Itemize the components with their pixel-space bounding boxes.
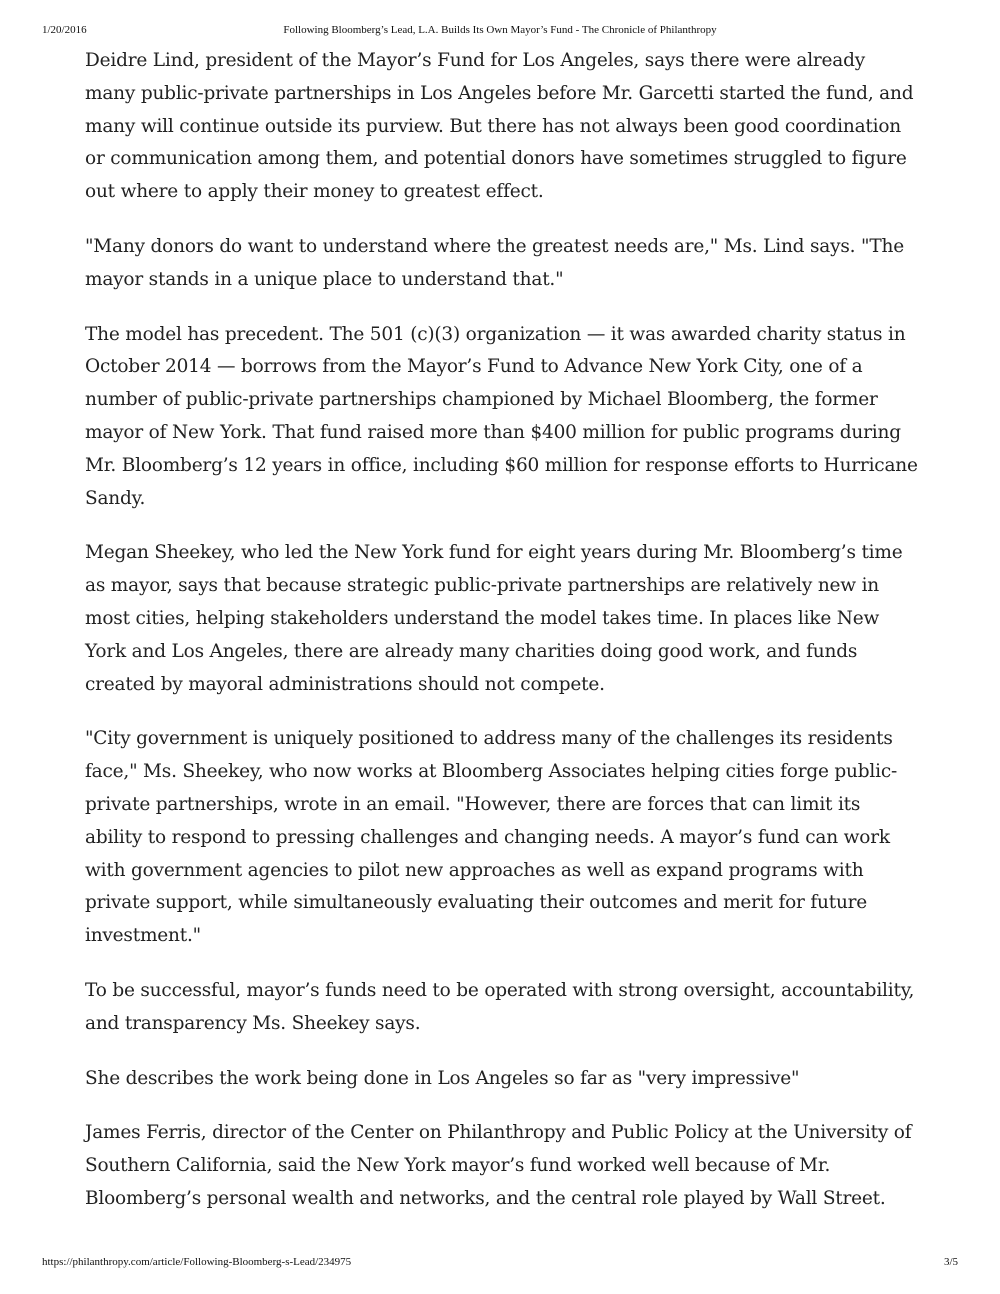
article-paragraph: James Ferris, director of the Center on Philanthropy and Public Policy at the University of Southern California, said the New York mayor’s fund worked well because of Mr. Bloomberg’s personal wealth and networks, and the central role played by Wall Street.: [85, 1122, 912, 1209]
article-paragraph: She describes the work being done in Los Angeles so far as "very impressive": [85, 1067, 800, 1089]
article-paragraph: Deidre Lind, president of the Mayor’s Fund for Los Angeles, says there were already many public-private partnerships in Los Angeles before Mr. Garcetti started the fund, and many will continue outside its purview. But there has not always been good coordination or communication among them, and potential donors have sometimes struggled to figure out where to apply their money to greatest effect.: [85, 50, 914, 203]
article-paragraph: "Many donors do want to understand where the greatest needs are," Ms. Lind says. "The mayor stands in a unique place to understand that.": [85, 235, 904, 290]
print-header: [42, 24, 958, 40]
article-paragraph: The model has precedent. The 501 (c)(3) organization — it was awarded charity status in October 2014 — borrows from the Mayor’s Fund to Advance New York City, one of a number of public-private partnerships championed by Michael Bloomberg, the former mayor of New York. That fund raised more than $400 million for public programs during Mr. Bloomberg’s 12 years in office, including $60 million for response efforts to Hurricane Sandy.: [85, 323, 918, 509]
print-footer: [42, 1256, 958, 1272]
page-number: 3/5: [943, 1256, 958, 1268]
article-paragraph: To be successful, mayor’s funds need to be operated with strong oversight, accountability, and transparency Ms. Sheekey says.: [85, 979, 915, 1034]
article-url[interactable]: https://philanthropy.com/article/Following-Bloomberg-s-Lead/234975: [42, 1256, 352, 1268]
article-body: [85, 45, 920, 1238]
article-paragraph: Megan Sheekey, who led the New York fund for eight years during Mr. Bloomberg’s time as mayor, says that because strategic public-private partnerships are relatively new in most cities, helping stakeholders understand the model takes time. In places like New York and Los Angeles, there are already many charities doing good work, and funds created by mayoral administrations should not compete.: [85, 542, 903, 695]
document-title: Following Bloomberg’s Lead, L.A. Builds Its Own Mayor’s Fund - The Chronicle of Philanthropy: [283, 24, 717, 36]
article-paragraph: "City government is uniquely positioned to address many of the challenges its residents face," Ms. Sheekey, who now works at Bloomberg Associates helping cities forge public-private partnerships, wrote in an email. "However, there are forces that can limit its ability to respond to pressing challenges and changing needs. A mayor’s fund can work with government agencies to pilot new approaches as well as expand programs with private support, while simultaneously evaluating their outcomes and merit for future investment.": [85, 728, 898, 947]
print-date: 1/20/2016: [42, 24, 87, 36]
